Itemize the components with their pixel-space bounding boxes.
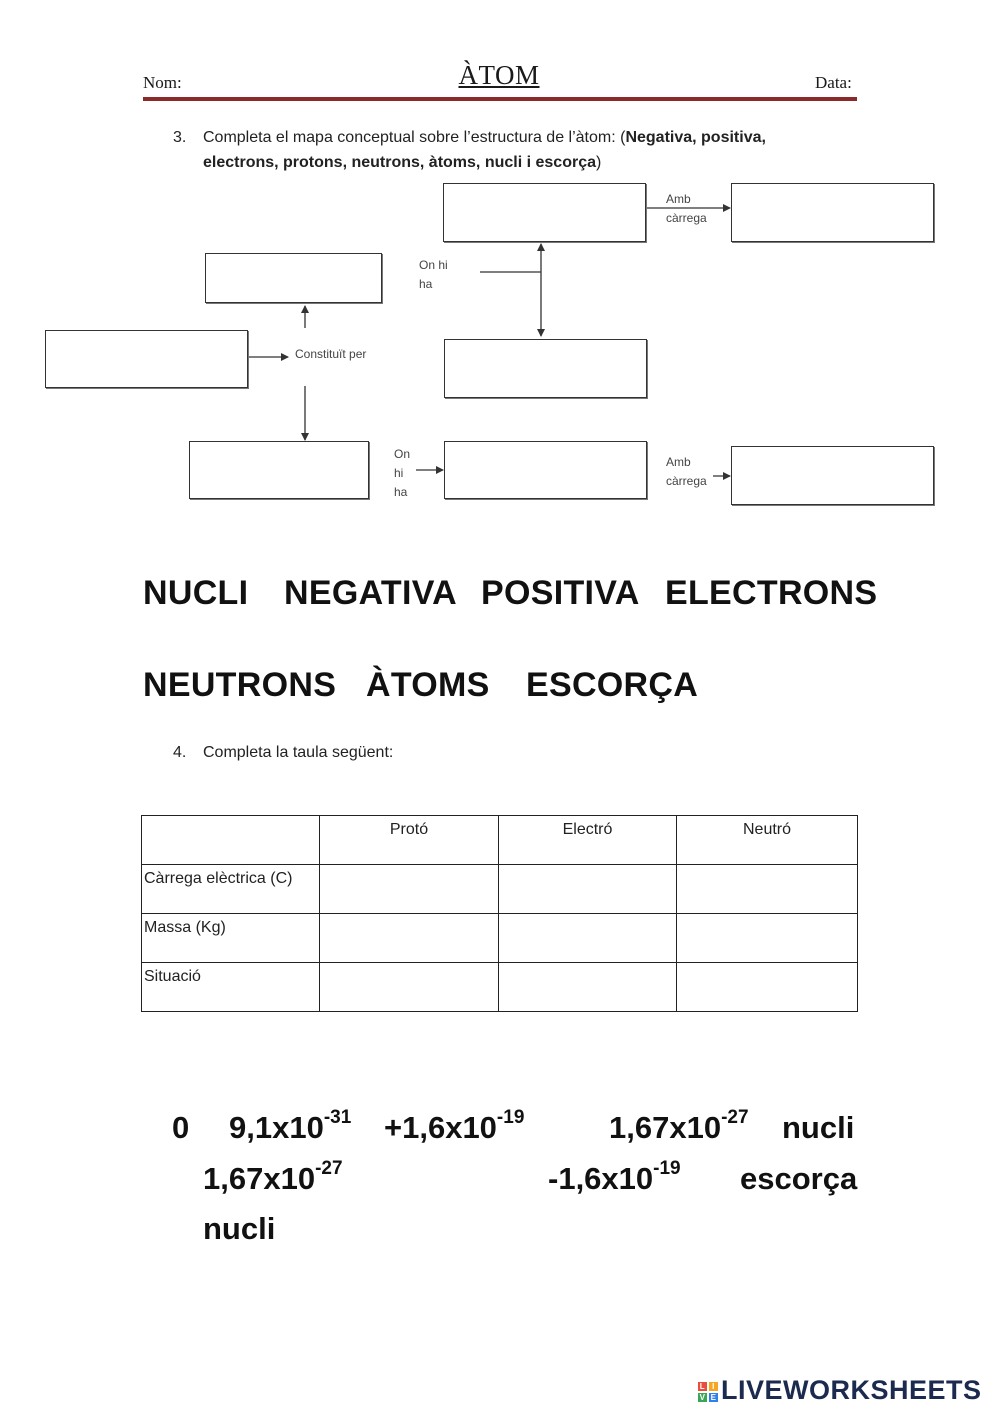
- answer-negative-charge[interactable]: $-1,6x10^{-19}$: [548, 1157, 681, 1196]
- table-header-row: [142, 816, 858, 865]
- map-box-lower-right[interactable]: [731, 446, 934, 505]
- liveworksheets-logo: [698, 1375, 982, 1406]
- table-header-neutro: Neutró: [677, 816, 858, 865]
- question-4-text: Completa la taula següent:: [203, 744, 394, 761]
- date-label: Data:: [815, 73, 852, 92]
- word-negativa[interactable]: NEGATIVA: [284, 574, 458, 612]
- cell-massa-neutro[interactable]: [677, 914, 858, 963]
- answer-electron-mass[interactable]: $9,1x10^{-31}$: [229, 1106, 352, 1145]
- answer-nucli-2[interactable]: nucli: [203, 1211, 276, 1246]
- table-row: [142, 914, 858, 963]
- label-amb-carrega-top: Amb càrrega: [666, 192, 707, 225]
- cell-situacio-neutro[interactable]: [677, 963, 858, 1012]
- row-label-massa: Massa (Kg): [142, 914, 320, 963]
- answer-escorca[interactable]: escorça: [740, 1161, 858, 1196]
- question-3-word-list: Negativa, positiva, electrons, protons, neutrons, àtoms, nucli i escorça: [203, 129, 766, 171]
- answer-zero[interactable]: 0: [172, 1110, 190, 1145]
- row-label-situacio: Situació: [142, 963, 320, 1012]
- label-on-hi-ha-bottom: On hi ha: [394, 447, 411, 499]
- row-label-carrega: Càrrega elèctrica (C): [142, 865, 320, 914]
- cell-carrega-neutro[interactable]: [677, 865, 858, 914]
- particles-table: [141, 815, 858, 1012]
- cell-carrega-proto[interactable]: [320, 865, 499, 914]
- word-escorca[interactable]: ESCORÇA: [526, 666, 699, 704]
- logo-mark-icon: L I V E: [699, 1381, 717, 1402]
- question-3-text: Completa el mapa conceptual sobre l’estructura de l’àtom: (Negativa, positiva, electrons, protons, neutrons, àtoms, nucli i escorça): [203, 129, 766, 171]
- answer-positive-charge[interactable]: $+1,6x10^{-19}$: [384, 1106, 525, 1145]
- logo-text: LIVEWORKSHEETS: [721, 1375, 982, 1405]
- question-3-number: 3.: [173, 129, 187, 146]
- cell-situacio-electro[interactable]: [499, 963, 677, 1012]
- label-on-hi-ha-top: On hi ha: [419, 258, 448, 291]
- question-4-number: 4.: [173, 744, 187, 761]
- cell-massa-proto[interactable]: [320, 914, 499, 963]
- question-4: [173, 740, 673, 765]
- map-box-top-center[interactable]: [443, 183, 646, 242]
- table-header-proto: Protó: [320, 816, 499, 865]
- word-atoms[interactable]: ÀTOMS: [366, 666, 490, 704]
- map-box-lower-left[interactable]: [189, 441, 369, 499]
- map-box-lower-center[interactable]: [444, 441, 647, 499]
- map-box-top-right[interactable]: [731, 183, 934, 242]
- table-row: [142, 963, 858, 1012]
- cell-massa-electro[interactable]: [499, 914, 677, 963]
- answer-proton-mass[interactable]: $1,67x10^{-27}$: [609, 1106, 749, 1145]
- map-box-start[interactable]: [45, 330, 248, 388]
- page-title: ÀTOM: [458, 60, 540, 90]
- label-amb-carrega-bottom: Amb càrrega: [666, 455, 707, 488]
- cell-carrega-electro[interactable]: [499, 865, 677, 914]
- table-row: [142, 865, 858, 914]
- map-box-upper-left[interactable]: [205, 253, 382, 303]
- table-header-empty: [142, 816, 320, 865]
- word-positiva[interactable]: POSITIVA: [481, 574, 640, 612]
- cell-situacio-proto[interactable]: [320, 963, 499, 1012]
- map-box-middle-center[interactable]: [444, 339, 647, 398]
- table-header-electro: Electró: [499, 816, 677, 865]
- word-electrons[interactable]: ELECTRONS: [665, 574, 878, 612]
- word-neutrons[interactable]: NEUTRONS: [143, 666, 337, 704]
- answer-neutron-mass[interactable]: $1,67x10^{-27}$: [203, 1157, 343, 1196]
- word-nucli[interactable]: NUCLI: [143, 574, 249, 612]
- label-constituit-per: Constituït per: [295, 347, 367, 361]
- answer-nucli-1[interactable]: nucli: [782, 1110, 855, 1145]
- name-label: Nom:: [143, 73, 182, 92]
